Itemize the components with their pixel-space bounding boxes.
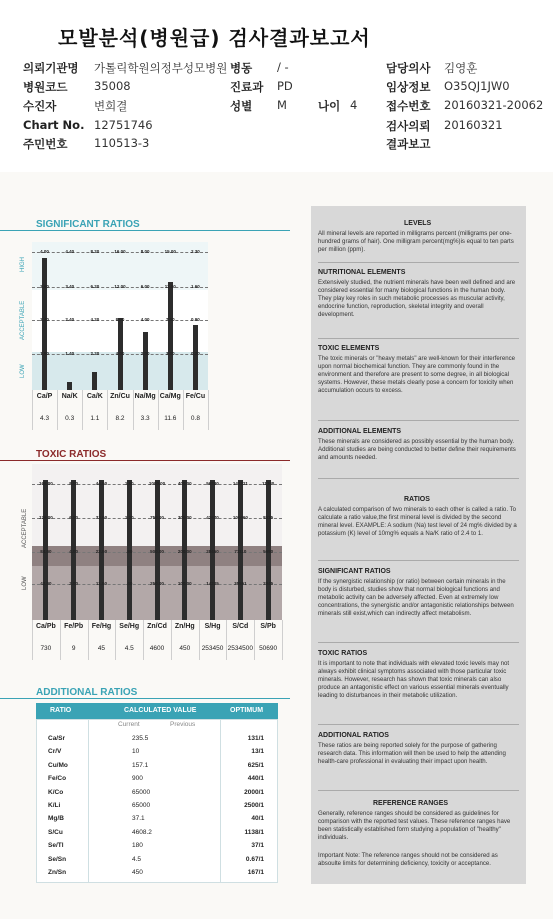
info-heading: TOXIC RATIOS xyxy=(318,650,368,657)
category-label: Zn/Cu xyxy=(110,393,130,400)
value-label: 0.8 xyxy=(190,415,200,422)
scale-tick-label: 300.00 xyxy=(177,515,192,520)
header-label: 임상정보 xyxy=(386,80,431,94)
column-divider xyxy=(143,620,144,660)
ratio-optimum: 167/1 xyxy=(247,869,264,876)
column-divider xyxy=(115,620,116,660)
info-heading: SIGNIFICANT RATIOS xyxy=(318,568,391,575)
scale-tick-label: 12.00 xyxy=(114,284,126,289)
table-row xyxy=(36,775,278,788)
divider xyxy=(318,262,519,263)
ratio-optimum: 0.67/1 xyxy=(245,855,264,863)
scale-tick-label: 84.00 xyxy=(40,549,52,554)
scale-tick-label: 44.00 xyxy=(95,481,108,486)
toxic-ratios-chart xyxy=(32,464,282,652)
scale-tick-label: 106660 xyxy=(232,515,248,520)
scale-tick-label: 2.00 xyxy=(140,351,150,356)
value-label: 4600 xyxy=(149,645,165,652)
value-label: 0.3 xyxy=(65,415,75,422)
ratio-value: 235.5 xyxy=(132,735,149,742)
ratio-optimum: 13/1 xyxy=(251,748,264,756)
table-row xyxy=(36,829,278,842)
column-divider xyxy=(208,390,209,430)
scale-tick-label: 16.00 xyxy=(114,249,126,254)
divider xyxy=(0,230,290,231)
ratio-name: K/Co xyxy=(48,788,64,796)
scale-tick-label: 71110 xyxy=(234,549,247,554)
scale-tick-label: 2.30 xyxy=(191,249,200,254)
info-note: Important Note: The reference ranges should not be considered as absoulte limits for determining deficiency, toxicity or acceptance. xyxy=(318,852,498,868)
table-row xyxy=(36,856,278,869)
band-label-acceptable: ACCEPTABLE xyxy=(22,508,28,548)
ratio-name: S/Cu xyxy=(48,828,63,836)
significant-ratios-title: SIGNIFICANT RATIOS xyxy=(36,219,140,230)
header-label: 의뢰기관명 xyxy=(23,61,79,75)
scale-tick-label: 4.00 xyxy=(140,317,150,322)
ratio-value: 900 xyxy=(132,775,143,783)
ratio-value: 65000 xyxy=(132,802,151,809)
divider xyxy=(318,338,519,339)
header-value: 변희결 xyxy=(94,99,128,113)
table-row xyxy=(36,815,278,828)
scale-tick-label: 168.00 xyxy=(38,481,53,486)
info-heading: TOXIC ELEMENTS xyxy=(318,345,380,352)
ratio-optimum: 1138/1 xyxy=(244,828,264,836)
band-label-low: LOW xyxy=(22,576,28,590)
info-text: These ratios are being reported solely for the purpose of gathering research data. This information will then be used to help the attending health-care professional in evaluating their impact upon health. xyxy=(318,742,506,766)
value-label: 45 xyxy=(97,645,106,652)
column-divider xyxy=(133,390,134,430)
value-label: 4.5 xyxy=(124,645,134,652)
scale-tick-label: 11.00 xyxy=(95,581,107,586)
ratio-optimum: 625/1 xyxy=(247,761,264,769)
ratio-optimum: 440/1 xyxy=(247,775,264,783)
band-label-high: HIGH xyxy=(20,257,26,272)
scale-tick-label: 1.40 xyxy=(65,351,75,356)
category-label: Zn/Hg xyxy=(174,623,195,630)
category-label: Na/Mg xyxy=(134,393,156,400)
ratio-optimum: 40/1 xyxy=(251,815,264,823)
scale-tick-label: 5690 xyxy=(263,549,274,554)
scale-tick-label: 14225 xyxy=(206,581,219,586)
scale-tick-label: 100.00 xyxy=(177,581,192,586)
value-label: 253450 xyxy=(201,645,224,652)
scale-tick-label: 2.60 xyxy=(40,284,49,289)
ratio-name: Mg/B xyxy=(48,815,64,823)
header-label: 주민번호 xyxy=(23,137,68,151)
ratio-name: Se/Sn xyxy=(48,855,67,863)
scale-tick-label: 0.90 xyxy=(191,317,200,322)
header-label: 검사의뢰 xyxy=(386,119,431,133)
scale-tick-label: 2.40 xyxy=(65,317,75,322)
ratio-name: Cr/V xyxy=(48,748,62,756)
scale-tick-label: 750.00 xyxy=(150,515,164,520)
info-panel xyxy=(311,206,526,884)
column-divider xyxy=(32,390,33,430)
ratio-value: 10 xyxy=(132,748,140,756)
column-divider xyxy=(107,390,108,430)
scale-tick-label: 35551 xyxy=(234,581,247,586)
category-label: Na/K xyxy=(61,393,78,400)
info-heading: ADDITIONAL RATIOS xyxy=(318,732,389,739)
column-divider xyxy=(199,620,200,660)
value-label: 450 xyxy=(179,645,191,652)
band-label-low: LOW xyxy=(20,364,26,378)
scale-tick-label: 4.20 xyxy=(90,317,100,322)
divider xyxy=(318,724,519,725)
ratio-value: 37.1 xyxy=(132,815,145,823)
info-text: Generally, reference ranges should be considered as guidelines for comparison with the reported test values. These reference ranges have been statistically established form studying a population of "healthy" individuals. xyxy=(318,810,511,842)
header-label: 병동 xyxy=(230,61,253,75)
scale-tick-label: 2845 xyxy=(263,581,274,586)
ratio-name: K/Li xyxy=(48,802,61,809)
category-label: Ca/Pb xyxy=(35,623,56,630)
scale-tick-label: 15.00 xyxy=(164,249,176,254)
header-value: 12751746 xyxy=(94,118,153,132)
additional-table-header xyxy=(36,703,278,719)
scale-tick-label: 4.00 xyxy=(115,351,125,356)
column-divider xyxy=(57,390,58,430)
ratio-optimum: 131/1 xyxy=(247,735,264,742)
scale-tick-label: 8.00 xyxy=(69,481,79,486)
column-divider xyxy=(171,620,172,660)
header-label: 담당의사 xyxy=(386,61,431,75)
scale-tick-label: 2.40 xyxy=(40,317,49,322)
chart-bar xyxy=(67,382,72,390)
scale-tick-label: 6.00 xyxy=(69,515,79,520)
scale-tick-label: 22.00 xyxy=(95,549,108,554)
value-label: 50690 xyxy=(259,645,278,652)
header-value: 20160321 xyxy=(444,118,503,132)
column-divider xyxy=(88,620,89,660)
scale-tick-label: 11.00 xyxy=(164,284,176,289)
scale-tick-label: 28450 xyxy=(206,549,219,554)
info-text: All mineral levels are reported in milligrams percent (milligrams per one-hundred grams of hair). One milligram percent(mg%)is equal to ten parts per million (ppm). xyxy=(318,230,514,254)
header-label: 접수번호 xyxy=(386,99,431,113)
scale-tick-label: 11380 xyxy=(261,481,275,486)
info-heading: LEVELS xyxy=(404,220,432,227)
scale-tick-label: 3.00 xyxy=(165,351,175,356)
scale-tick-label: 400.00 xyxy=(177,481,192,486)
category-label: S/Hg xyxy=(204,623,221,630)
value-label: 730 xyxy=(40,645,52,652)
info-heading: REFERENCE RANGES xyxy=(373,800,449,807)
scale-tick-label: 42670 xyxy=(206,515,219,520)
scale-tick-label: 1.60 xyxy=(40,351,49,356)
divider xyxy=(318,642,519,643)
scale-tick-label: 500.00 xyxy=(150,549,164,554)
ratio-name: Se/Tl xyxy=(48,842,64,850)
scale-tick-label: 1.60 xyxy=(124,481,134,486)
subheader-current: Current xyxy=(118,721,140,728)
divider xyxy=(0,460,290,461)
column-divider xyxy=(254,620,255,660)
scale-tick-label: 42.00 xyxy=(40,581,52,586)
column-divider xyxy=(158,390,159,430)
scale-tick-label: 56880 xyxy=(206,481,219,486)
table-row xyxy=(36,869,278,882)
column-divider xyxy=(82,390,83,430)
ratio-name: Fe/Co xyxy=(48,775,67,783)
ratio-name: Ca/Sr xyxy=(48,735,65,742)
scale-tick-label: 8.20 xyxy=(90,249,100,254)
chart-bar xyxy=(140,332,150,390)
chart-bar xyxy=(42,258,47,390)
scale-tick-label: 2.00 xyxy=(69,581,79,586)
chart-bar xyxy=(92,372,97,390)
column-header-optimum: OPTIMUM xyxy=(230,707,264,714)
info-heading: RATIOS xyxy=(404,496,430,503)
category-label: Se/Hg xyxy=(119,623,140,630)
column-divider xyxy=(32,620,33,660)
subheader-previous: Previous xyxy=(170,721,196,728)
scale-tick-label: 1000.00 xyxy=(148,481,166,486)
scale-tick-label: 8.00 xyxy=(115,317,125,322)
header-value: O35QJ1JW0 xyxy=(444,79,510,93)
table-row xyxy=(36,802,278,815)
header-value: 20160321-20062 xyxy=(444,98,544,112)
info-text: A calculated comparison of two minerals to each other is called a ratio. To calculate a ratio value,the first mineral level is divided by the second mineral level. EXAMPLE: A sodium (Na) test level of 24 mg% divided by a potassium (K) level of 10mg% equals a Na/K ratio of 2.4 to 1. xyxy=(318,506,517,538)
scale-tick-label: 8.00 xyxy=(140,249,150,254)
header-value: 가톨릭학원의정부성모병원 xyxy=(94,61,228,75)
info-heading: NUTRITIONAL ELEMENTS xyxy=(318,269,406,276)
ratio-value: 450 xyxy=(132,869,143,876)
category-label: Fe/Hg xyxy=(91,623,112,630)
header-value: 김영훈 xyxy=(444,61,478,75)
value-label: 8.2 xyxy=(115,415,125,422)
ratio-value: 157.1 xyxy=(132,761,149,769)
column-divider xyxy=(60,620,61,660)
ratio-value: 180 xyxy=(132,842,143,850)
category-label: Zn/Cd xyxy=(147,623,167,630)
divider xyxy=(318,478,519,479)
value-label: 9 xyxy=(71,645,76,652)
ratio-name: Cu/Mo xyxy=(48,761,68,769)
scale-tick-label: 142221 xyxy=(232,481,248,486)
value-label: 1.1 xyxy=(90,415,100,422)
scale-tick-label: 3.40 xyxy=(65,284,75,289)
ratio-value: 4.5 xyxy=(132,855,142,863)
table-row xyxy=(36,748,278,761)
divider xyxy=(318,790,519,791)
scale-tick-label: 6.20 xyxy=(90,284,100,289)
header-value: / - xyxy=(277,60,289,74)
info-text: It is important to note that individuals with elevated toxic levels may not always exhibit clinical symptoms associated with those particular toxic minerals. However, research has shown that toxic minerals can also produce an antagonistic effect on various essential minerals eventually leading to disturbances in their metabolic utilization. xyxy=(318,660,510,700)
scale-tick-label: 1.60 xyxy=(191,284,200,289)
column-header-ratio: RATIO xyxy=(50,707,72,714)
report-title: 모발분석(병원급) 검사결과보고서 xyxy=(58,26,371,50)
header-label: 성별 xyxy=(230,99,253,113)
header-label: 결과보고 xyxy=(386,137,431,151)
scale-tick-label: 2.20 xyxy=(90,351,100,356)
table-row xyxy=(36,735,278,748)
header-value: 35008 xyxy=(94,79,131,93)
ratio-value: 4608.2 xyxy=(132,828,152,836)
table-row xyxy=(36,789,278,802)
table-row xyxy=(36,762,278,775)
category-label: Ca/K xyxy=(86,393,103,400)
scale-tick-label: 8535 xyxy=(263,515,274,520)
scale-tick-label: 1.20 xyxy=(124,515,134,520)
scale-tick-label: 250.00 xyxy=(150,581,164,586)
value-label: 2534500 xyxy=(227,645,253,652)
value-label: 3.3 xyxy=(140,415,150,422)
band-label-acceptable: ACCEPTABLE xyxy=(20,300,26,340)
header-label: 병원코드 xyxy=(23,80,68,94)
divider xyxy=(318,420,519,421)
scale-tick-label: 33.00 xyxy=(95,515,108,520)
toxic-ratios-title: TOXIC RATIOS xyxy=(36,449,107,460)
header-value: PD xyxy=(277,79,293,93)
ratio-optimum: 37/1 xyxy=(251,842,264,850)
header-value: 4 xyxy=(350,98,358,112)
info-text: If the synergistic relationship (or ratio) between certain minerals in the body is disturbed, studies show that normal biological functions and metabolic activity can be adversely affected. Even at extremely low concentrations, the synergistic and/or antagonistic relationships between minerals still exist,which can indirectly affect metabolism. xyxy=(318,578,514,618)
divider xyxy=(318,560,519,561)
column-header-calculated: CALCULATED VALUE xyxy=(124,707,197,714)
scale-tick-label: 4.40 xyxy=(65,249,75,254)
category-label: Ca/P xyxy=(36,393,53,400)
info-heading: ADDITIONAL ELEMENTS xyxy=(318,428,402,435)
ratio-optimum: 2500/1 xyxy=(244,802,264,809)
category-label: Fe/Pb xyxy=(64,623,84,630)
table-row xyxy=(36,842,278,855)
column-divider xyxy=(183,390,184,430)
value-label: 11.6 xyxy=(164,415,177,422)
scale-tick-label: .80 xyxy=(126,549,133,554)
ratio-name: Zn/Sn xyxy=(48,869,67,876)
category-label: S/Pb xyxy=(260,623,276,630)
divider xyxy=(0,698,290,699)
info-text: The toxic minerals or "heavy metals" are well-known for their interference upon normal biochemical function. They are commonly found in the environment and therefore are present to some degree, in all biological systems. However, these metals clearly pose a concern for toxicity when accumulation occurs to excess. xyxy=(318,355,516,395)
scale-tick-label: 0.20 xyxy=(191,351,200,356)
scale-tick-label: 7.00 xyxy=(165,317,175,322)
column-divider xyxy=(226,620,227,660)
category-label: S/Cd xyxy=(232,623,249,630)
category-label: Ca/Mg xyxy=(159,393,181,400)
ratio-optimum: 2000/1 xyxy=(244,788,264,796)
header-label: Chart No. xyxy=(23,118,85,132)
column-divider xyxy=(282,620,283,660)
header-label: 나이 xyxy=(318,99,341,113)
scale-tick-label: 200.00 xyxy=(177,549,192,554)
significant-ratios-chart xyxy=(32,242,208,422)
ratio-value: 65000 xyxy=(132,788,151,796)
info-text: Extensively studied, the nutrient minerals have been well defined and are considered essential for many biological functions in the human body. They play key roles in such metabolic processes as muscular activity, endocrine function, reproduction, skeletal integrity and overall development. xyxy=(318,279,516,319)
additional-ratios-title: ADDITIONAL RATIOS xyxy=(36,687,138,698)
value-label: 4.3 xyxy=(40,415,50,422)
category-label: Fe/Cu xyxy=(185,393,206,400)
scale-tick-label: 126.00 xyxy=(38,515,53,520)
header-value: 110513-3 xyxy=(94,136,150,150)
header-label: 수진자 xyxy=(23,99,57,113)
scale-tick-label: 4.00 xyxy=(40,249,49,254)
header-label: 진료과 xyxy=(230,80,264,94)
scale-tick-label: .40 xyxy=(126,581,133,586)
header-value: M xyxy=(277,98,287,112)
scale-tick-label: 4.00 xyxy=(69,549,79,554)
info-text: These minerals are considered as possibly essential by the human body. Additional studies are being conducted to better define their requirements and amounts needed. xyxy=(318,438,516,462)
scale-tick-label: 6.00 xyxy=(140,284,150,289)
chart-bar xyxy=(193,325,198,390)
